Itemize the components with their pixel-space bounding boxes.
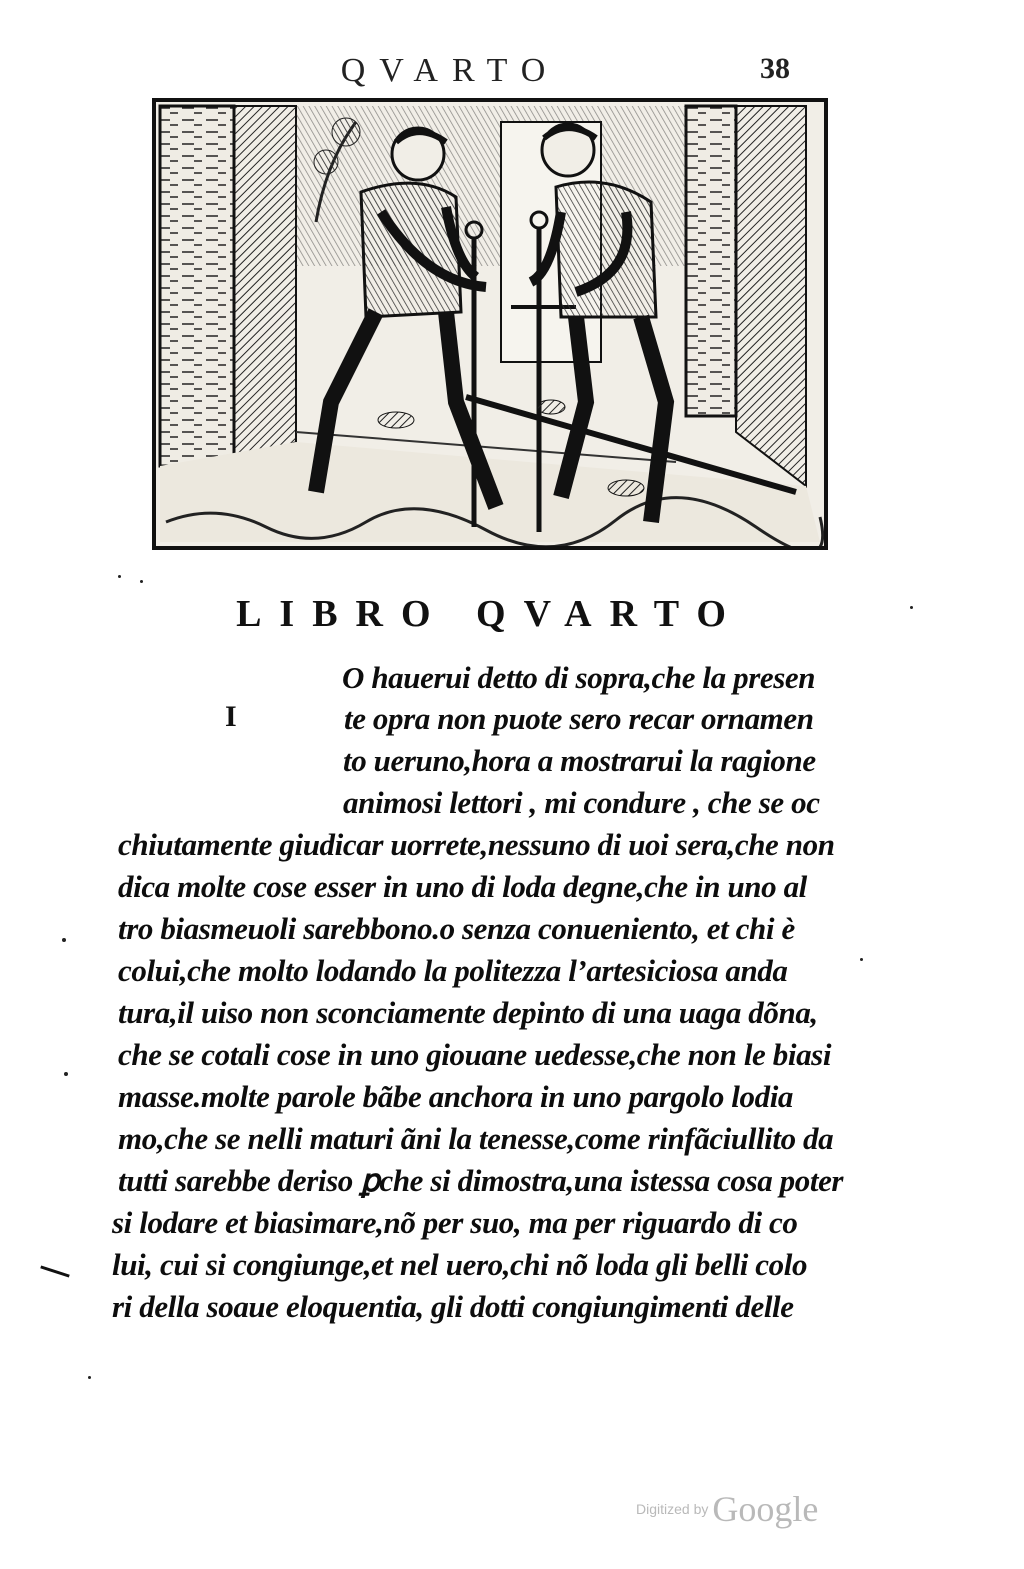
text-line: tutti sarebbe deriso ꝑche si dimostra,una istessa cosa poter (118, 1163, 844, 1198)
scan-mark (40, 1265, 69, 1277)
watermark-prefix: Digitized by (636, 1501, 709, 1517)
text-line: animosi lettori , mi condure , che se oc (343, 785, 820, 820)
text-line: ri della soaue eloquentia, gli dotti congiungimenti delle (112, 1289, 794, 1324)
text-line: che se cotali cose in uno giouane uedesse,che non le biasi (118, 1037, 832, 1072)
text-line: tro biasmeuoli sarebbono.o senza conueniento, et chi è (118, 911, 795, 946)
scan-speck (118, 575, 121, 578)
text-line: lui, cui si congiunge,et nel uero,chi nõ loda gli belli colo (112, 1247, 808, 1282)
text-line: chiutamente giudicar uorrete,nessuno di uoi sera,che non (118, 827, 835, 862)
page-number: 38 (760, 52, 790, 85)
text-line: si lodare et biasimare,nõ per suo, ma per riguardo di co (112, 1205, 798, 1240)
text-line: to ueruno,hora a mostrarui la ragione (343, 743, 816, 778)
running-head: QVARTO (340, 52, 560, 89)
text-line: tura,il uiso non sconciamente depinto di una uaga dõna, (118, 995, 818, 1030)
scan-speck (64, 1072, 68, 1076)
book-title: LIBRO QVARTO (236, 593, 744, 635)
scan-speck (62, 938, 66, 942)
text-line: masse.molte parole bãbe anchora in uno pargolo lodia (118, 1079, 794, 1114)
google-logo: Google (712, 1489, 819, 1529)
scan-speck (88, 1376, 91, 1379)
text-line: te opra non puote sero recar ornamen (344, 701, 814, 736)
woodcut-drawing (156, 102, 824, 546)
text-line: colui,che molto lodando la politezza l’artesiciosa anda (118, 953, 788, 988)
woodcut-illustration-icon (152, 98, 828, 550)
digitized-watermark (636, 1488, 818, 1530)
drop-initial: I (225, 700, 237, 733)
text-line: mo,che se nelli maturi ãni la tenesse,come rinfãciullito da (118, 1121, 834, 1156)
scan-speck (860, 958, 863, 961)
scan-speck (140, 580, 143, 583)
text-line: O hauerui detto di sopra,che la presen (342, 660, 816, 695)
scan-speck (910, 606, 913, 609)
text-line: dica molte cose esser in uno di loda degne,che in uno al (118, 869, 807, 904)
